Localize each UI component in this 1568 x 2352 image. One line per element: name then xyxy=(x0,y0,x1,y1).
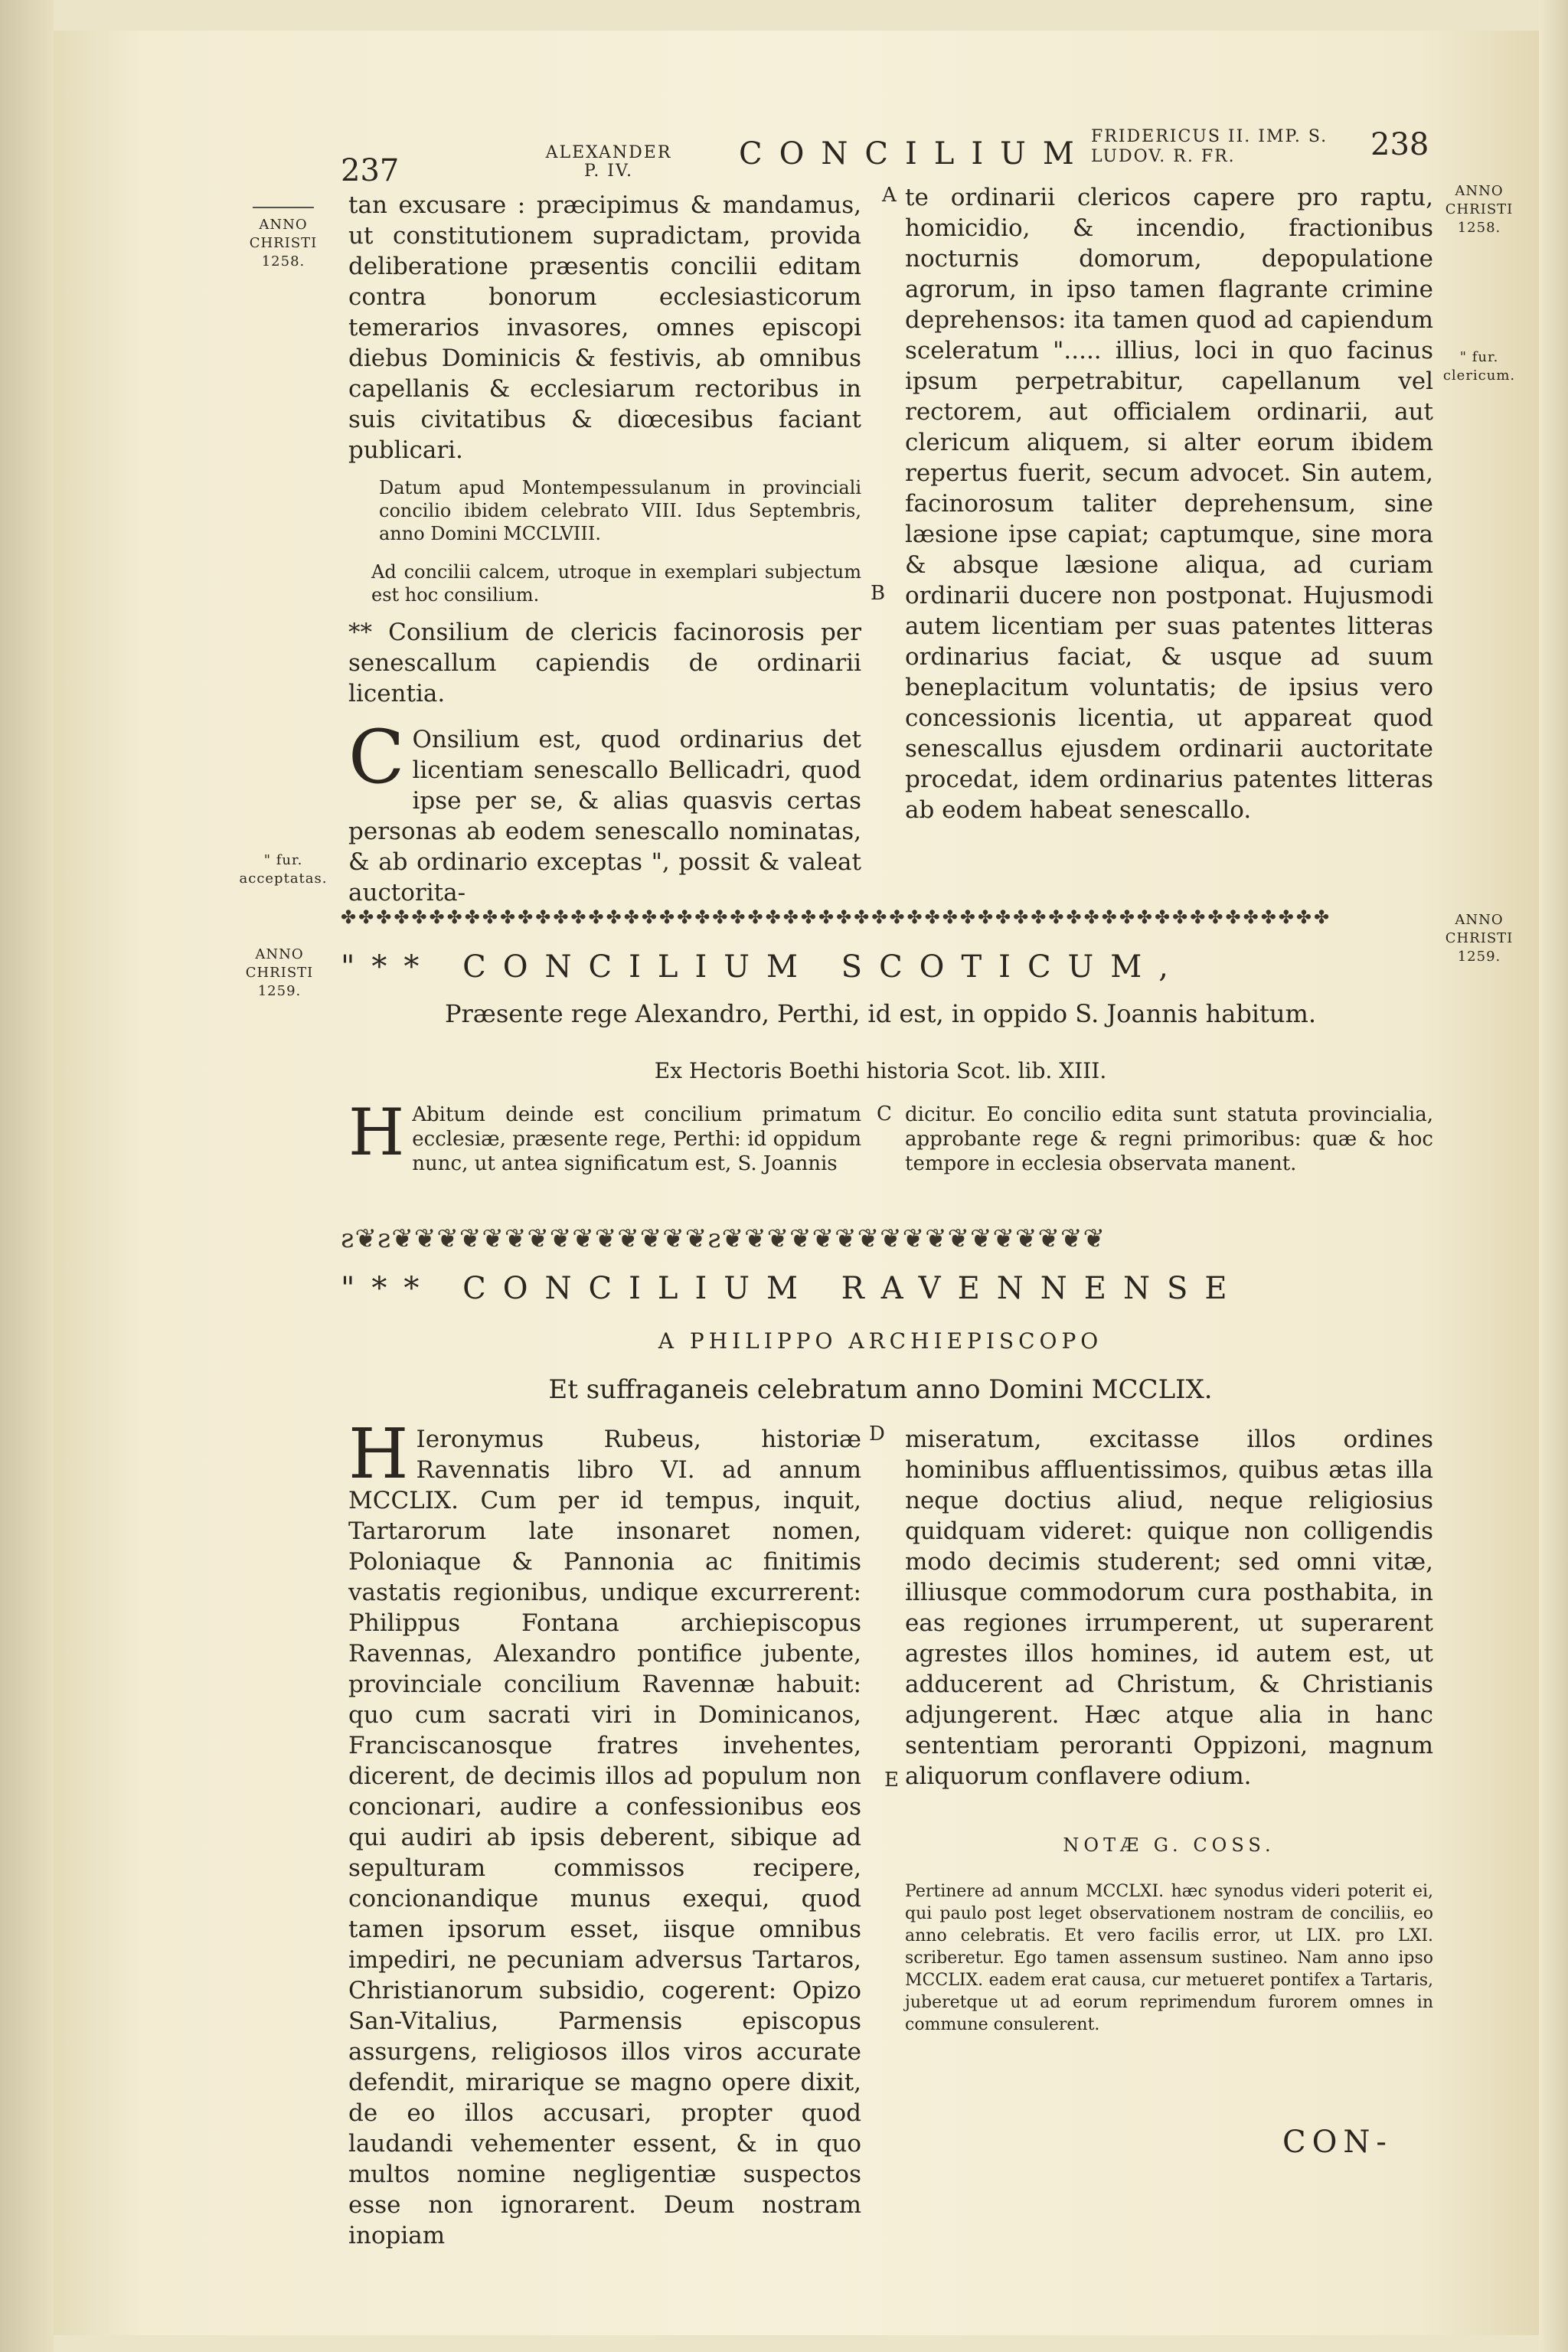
datum-note: Datum apud Montempessulanum in provinciali concilio ibidem celebrato VIII. Idus Septembris, anno Domini MCCLVIII. xyxy=(379,477,861,544)
ravennense-subtitle2: Et suffraganeis celebratum anno Domini MCCLIX. xyxy=(548,1374,1213,1405)
scoticum-source: Ex Hectoris Boethi historia Scot. lib. XIII. xyxy=(654,1058,1107,1083)
column-letter-b: B xyxy=(871,582,886,605)
consilium-title: ** Consilium de clericis facinorosis per senescallum capiendis de ordinarii licentia. xyxy=(348,619,861,707)
scoticum-dropcap: H xyxy=(348,1095,405,1170)
column-letter-a: A xyxy=(882,184,897,207)
section1-right-para: te ordinarii clericos capere pro raptu, homicidio, & incendio, fractionibus nocturnis domorum, depopulatione agrorum, in ipso tamen flagrante crimine deprehensos: ita tamen quod ad capiendum sceleratum "..... illius, loci in quo facinus ipsum perpetrabitur, capellanum vel rectorem, aut officialem ordinarii, aut clericum aliquem, si alter eorum ibidem repertus fuerit, secum advocet. Sin autem, facinorosum taliter deprehensum, sine læsione ipse capiat; captumque, sine mora & absque læsione aliqua, ad curiam ordinarii ducere non postponat. Hujusmodi autem licentiam per suas patentes litteras ordinarius faciat, & usque ad suum beneplacitum voluntatis; de ipsius vero concessionis licentia, ut appareat quod senescallus ejusdem ordinarii auctoritate procedat, idem ordinarius patentes litteras ab eodem habeat senescallo. xyxy=(905,184,1433,824)
scoticum-left-text: Abitum deinde est concilium primatum ecclesiæ, præsente rege, Perthi: id oppidum nunc, ut antea significatum est, S. Joannis xyxy=(412,1103,861,1175)
notae-title: NOTÆ G. COSS. xyxy=(1063,1834,1276,1856)
scoticum-right-column xyxy=(905,1102,1433,1176)
concilium-scoticum-title: "** CONCILIUM SCOTICUM, xyxy=(341,949,1185,985)
right-page-number: 238 xyxy=(1370,127,1429,162)
ravennense-subtitle: A PHILIPPO ARCHIEPISCOPO xyxy=(658,1328,1103,1354)
right-running-head: FRIDERICUS II. IMP. S. LUDOV. R. FR. xyxy=(1091,127,1328,166)
column-letter-c: C xyxy=(877,1102,892,1125)
margin-anno-right-2: ANNO CHRISTI 1259. xyxy=(1445,912,1514,965)
ravennense-left-column xyxy=(348,1414,861,2251)
section1-left-para: tan excusare : præcipimus & mandamus, ut constitutionem supradictam, provida deliberatione præsentis concilii editam contra bonorum ecclesiasticorum temerarios invasores, omnes episcopi diebus Dominicis & festivis, ab omnibus capellanis & ecclesiarum rectoribus in suis civitatibus & diœcesibus faciant publicari. xyxy=(348,191,861,464)
notae-text: Pertinere ad annum MCCLXI. hæc synodus videri poterit ei, qui paulo post leget observationem nostram de conciliis, eo anno celebratis. Et vero facilis error, ut LIX. pro LXI. scriberetur. Ego tamen assensum sustineo. Nam anno ipso MCCLIX. eadem erat causa, cur metueret pontifex a Tartaris, juberetque ut ad eorum reprimendum furorem omnes in commune consulerent. xyxy=(905,1882,1433,2034)
ornament-band-2: ƨ❦ƨ❦❦❦❦❦❦❦❦❦❦❦❦❦❦ƨ❦❦❦❦❦❦❦❦❦❦❦❦❦❦❦❦❦ xyxy=(341,1223,1106,1254)
section1-dropcap: C xyxy=(348,714,405,800)
book-gutter xyxy=(0,0,54,2352)
section1-left-column xyxy=(348,190,861,919)
left-page-number: 237 xyxy=(341,153,400,188)
scoticum-left-column xyxy=(348,1095,861,1176)
scoticum-right-text: dicitur. Eo concilio edita sunt statuta provincialia, approbante rege & regni primoribus: quæ & hoc tempore in ecclesia observata manent. xyxy=(905,1103,1433,1175)
margin-rule xyxy=(253,207,314,208)
ad-concilii-note: Ad concilii calcem, utroque in exemplari subjectum est hoc consilium. xyxy=(371,561,861,606)
margin-note-fur-acceptatas: " fur. acceptatas. xyxy=(239,852,328,887)
column-letter-e: E xyxy=(884,1769,899,1792)
ravennense-right-column xyxy=(905,1424,1433,2047)
page-edge xyxy=(1539,0,1568,2352)
scoticum-subtitle: Præsente rege Alexandro, Perthi, id est, in oppido S. Joannis habitum. xyxy=(444,999,1317,1028)
concilium-ravennense-title: "** CONCILIUM RAVENNENSE xyxy=(341,1271,1244,1306)
margin-anno-right-1: ANNO CHRISTI 1258. xyxy=(1445,183,1514,236)
ravennense-right-text: miseratum, excitasse illos ordines hominibus affluentissimos, quibus ætas illa neque doctius aliud, neque religiosius quidquam videret: quique non colligendis modo decimis studerent; sed omni vitæ, illiusque commodorum cura posthabita, in eas regiones irrumperent, ut superarent agrestes illos homines, id autem est, ut adducerent ad Christum, & Christianis adjungerent. Hæc atque alia in hanc sententiam peroranti Oppizoni, magnum aliquorum conflavere odium. xyxy=(905,1426,1433,1790)
section1-right-column xyxy=(905,182,1433,836)
margin-anno-left-1: ANNO CHRISTI 1258. xyxy=(249,217,318,270)
ravennense-dropcap: H xyxy=(348,1414,409,1494)
left-running-head: ALEXANDER P. IV. xyxy=(545,143,672,181)
catchword: CON- xyxy=(1282,2125,1393,2160)
ravennense-left-text: Ieronymus Rubeus, historiæ Ravennatis libro VI. ad annum MCCLIX. Cum per id tempus, inquit, Tartarorum late insonaret nomen, Poloniaque & Pannonia ac finitimis vastatis regionibus, undique excurrerent: Philippus Fontana archiepiscopus Ravennas, Alexandro pontifice jubente, provinciale concilium Ravennæ habuit: quo cum sacrati viri in Dominicanos, Franciscanosque fratres invehentes, dicerent, de decimis illos ad populum non concionari, audire a confessionibus eos qui audiri ab ipsis deberent, sibique ad sepulturam commissos recipere, concionandique munus exequi, quod tamen ipsorum esset, iisque omnibus impediri, ne pecuniam adversus Tartaros, Christianorum subsidio, cogerent: Opizo San-Vitalius, Parmensis episcopus assurgens, religiosos illos viros accurate defendit, mirarique se magno opere dixit, de eo illos accusari, propter quod laudandi vehementer essent, & in quo multos nomine negligentiæ suspectos esse non ignorarent. Deum nostram inopiam xyxy=(348,1426,861,2249)
page-title: CONCILIUM xyxy=(739,136,1091,172)
ornament-band-1: ✤✤✤✤✤✤✤✤✤✤✤✤✤✤✤✤✤✤✤✤✤✤✤✤✤✤✤✤✤✤✤✤✤✤✤✤✤✤✤✤✤✤✤✤✤✤✤✤✤✤✤✤✤✤✤✤ xyxy=(341,906,1332,928)
section1-left-body: Onsilium est, quod ordinarius det licentiam senescallo Bellicadri, quod ipse per se, & alias quasvis certas personas ab eodem senescallo nominatas, & ab ordinario exceptas ", possit & valeat auctorita- xyxy=(348,726,861,906)
margin-note-fur-clericum: " fur. clericum. xyxy=(1442,349,1516,384)
margin-anno-left-2: ANNO CHRISTI 1259. xyxy=(245,946,314,999)
column-letter-d: D xyxy=(869,1423,885,1446)
